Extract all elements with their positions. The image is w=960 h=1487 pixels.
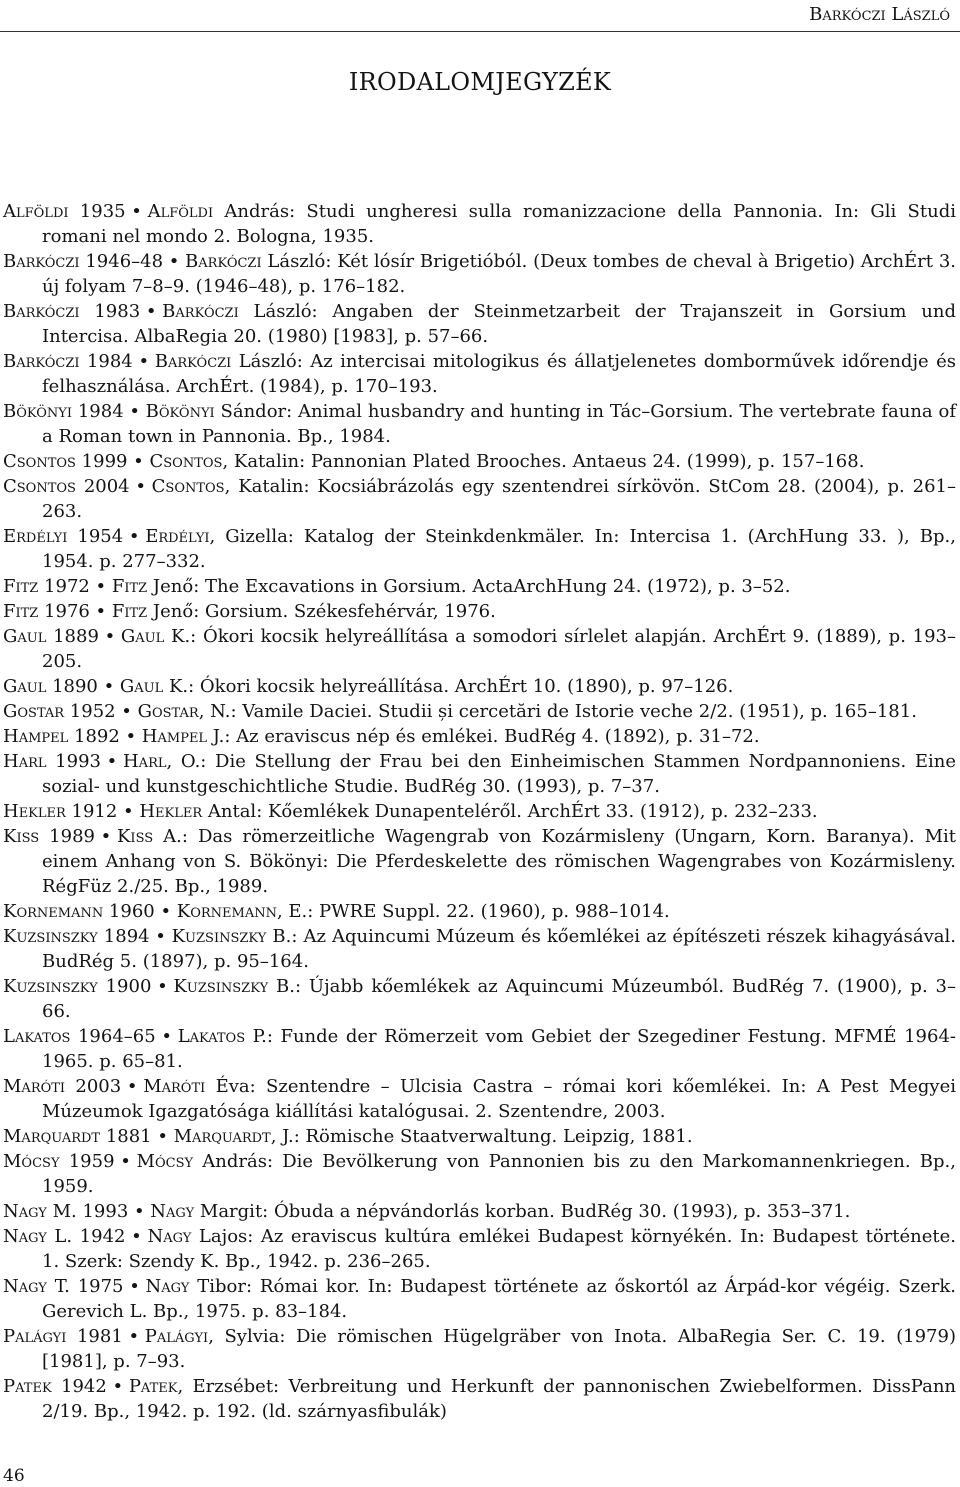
reference-text: K.: Ókori kocsik helyreállítása a somodori sírlelet alapján. ArchÉrt 9. (1889), p. 193–205.: [42, 626, 957, 672]
bullet-icon: •: [157, 1126, 168, 1147]
reference-author: Nagy: [145, 1276, 190, 1297]
bullet-icon: •: [157, 976, 168, 997]
reference-author: Patek: [128, 1376, 178, 1397]
reference-author: Kiss: [116, 826, 154, 847]
reference-key: Kiss 1989: [3, 826, 95, 847]
reference-key: Fitz 1976: [3, 601, 90, 622]
reference-key: Nagy M. 1993: [3, 1201, 129, 1222]
reference-entry: [3, 974, 956, 1024]
reference-key: Bökönyi 1984: [3, 401, 124, 422]
header-rule: [0, 31, 960, 32]
reference-key: Hampel 1892: [3, 726, 120, 747]
bullet-icon: •: [95, 601, 107, 622]
reference-key: Hekler 1912: [3, 801, 118, 822]
bullet-icon: •: [126, 1076, 138, 1097]
bullet-icon: •: [160, 901, 172, 922]
bullet-icon: •: [106, 751, 118, 772]
reference-key: Kornemann 1960: [3, 901, 155, 922]
reference-author: Barkóczi: [162, 301, 239, 322]
reference-key: Gaul 1890: [3, 676, 98, 697]
reference-text: , E.: PWRE Suppl. 22. (1960), p. 988–1014.: [276, 901, 670, 922]
reference-text: Jenő: Gorsium. Székesfehérvár, 1976.: [147, 601, 496, 622]
reference-author: Csontos: [151, 476, 225, 497]
bullet-icon: •: [145, 301, 157, 322]
bullet-icon: •: [103, 676, 115, 697]
reference-text: Lajos: Az eraviscus kultúra emlékei Budapest környékén. In: Budapest története. 1. Szerk: Szendy K. Bp., 1942. p. 236–265.: [42, 1226, 956, 1272]
reference-author: Bökönyi: [145, 401, 215, 422]
reference-entry: [3, 1274, 956, 1324]
reference-text: J.: Az eraviscus nép és emlékei. BudRég 4. (1892), p. 31–72.: [207, 726, 760, 747]
bullet-icon: •: [120, 1151, 131, 1172]
reference-entry: [3, 449, 956, 474]
reference-text: , O.: Die Stellung der Frau bei den Einheimischen Stammen Nordpannoniens. Eine sozial- und kunstgeschichtliche Studie. BudRég 30. (1993), p. 7–37.: [42, 751, 956, 797]
reference-key: Lakatos 1964–65: [3, 1026, 156, 1047]
reference-entry: [3, 1024, 956, 1074]
reference-author: Nagy: [150, 1201, 195, 1222]
reference-author: Nagy: [147, 1226, 192, 1247]
reference-key: Kuzsinszky 1900: [3, 976, 152, 997]
bullet-icon: •: [95, 576, 107, 597]
reference-text: K.: Ókori kocsik helyreállítása. ArchÉrt 10. (1890), p. 97–126.: [163, 676, 734, 697]
reference-text: , Erzsébet: Verbreitung und Herkunft der pannonischen Zwiebelformen. DissPann 2/19. Bp., 1942. p. 192. (ld. szárnyasfibulák): [42, 1376, 956, 1422]
bullet-icon: •: [104, 626, 116, 647]
bibliography-list: [3, 199, 956, 1424]
bullet-icon: •: [123, 801, 134, 822]
bullet-icon: •: [133, 1201, 145, 1222]
reference-author: Fitz: [111, 601, 148, 622]
reference-entry: [3, 624, 956, 674]
reference-entry: [3, 674, 956, 699]
reference-author: Kuzsinszky: [171, 926, 267, 947]
running-head: [809, 4, 950, 25]
reference-author: Mócsy: [136, 1151, 194, 1172]
reference-text: Éva: Szentendre – Ulcisia Castra – római kori kőemlékei. In: A Pest Megyei Múzeumok Igazgatósága kiállítási katalógusai. 2. Szentendre, 2003.: [42, 1076, 956, 1122]
reference-text: Tibor: Római kor. In: Budapest története az őskortól az Árpád-kor végéig. Szerk. Gerevich L. Bp., 1975. p. 83–184.: [42, 1276, 957, 1322]
reference-author: Barkóczi: [154, 351, 232, 372]
reference-author: Kuzsinszky: [173, 976, 269, 997]
reference-key: Patek 1942: [3, 1376, 107, 1397]
bullet-icon: •: [128, 1326, 140, 1347]
reference-author: Fitz: [111, 576, 148, 597]
bullet-icon: •: [128, 526, 140, 547]
reference-text: András: Die Bevölkerung von Pannonien bis zu den Markomannenkriegen. Bp., 1959.: [42, 1151, 957, 1197]
reference-entry: [3, 1124, 956, 1149]
bullet-icon: •: [161, 1026, 172, 1047]
reference-author: Alföldi: [147, 201, 214, 222]
bullet-icon: •: [100, 826, 112, 847]
reference-text: Antal: Kőemlékek Dunapenteléről. ArchÉrt 33. (1912), p. 232–233.: [202, 801, 818, 822]
reference-key: Nagy T. 1975: [3, 1276, 124, 1297]
bullet-icon: •: [112, 1376, 124, 1397]
reference-author: Erdélyi: [145, 526, 210, 547]
reference-entry: [3, 1149, 956, 1199]
bullet-icon: •: [129, 1276, 140, 1297]
bullet-icon: •: [121, 701, 132, 722]
reference-author: Kornemann: [176, 901, 277, 922]
reference-author: Lakatos: [177, 1026, 246, 1047]
reference-entry: [3, 574, 956, 599]
reference-entry: [3, 724, 956, 749]
reference-entry: [3, 199, 956, 249]
reference-entry: [3, 524, 956, 574]
reference-text: , Gizella: Katalog der Steinkdenkmäler. In: Intercisa 1. (ArchHung 33. ), Bp., 1954. p. 277–332.: [42, 526, 956, 572]
reference-key: Maróti 2003: [3, 1076, 122, 1097]
reference-text: B.: Az Aquincumi Múzeum és kőemlékei az építészeti részek kihagyásával. BudRég 5. (1897), p. 95–164.: [42, 926, 956, 972]
reference-entry: [3, 924, 956, 974]
reference-author: Gaul: [120, 626, 165, 647]
reference-author: Marquardt: [173, 1126, 271, 1147]
reference-text: Sándor: Animal husbandry and hunting in Tác–Gorsium. The vertebrate fauna of a Roman town in Pannonia. Bp., 1984.: [42, 401, 956, 447]
reference-key: Palágyi 1981: [3, 1326, 123, 1347]
reference-entry: [3, 474, 956, 524]
reference-key: Fitz 1972: [3, 576, 90, 597]
reference-key: Barkóczi 1983: [3, 301, 141, 322]
reference-text: , Katalin: Pannonian Plated Brooches. Antaeus 24. (1999), p. 157–168.: [222, 451, 865, 472]
reference-key: Barkóczi 1984: [3, 351, 133, 372]
reference-author: Maróti: [143, 1076, 206, 1097]
reference-entry: [3, 1224, 956, 1274]
reference-key: Csontos 1999: [3, 451, 128, 472]
bullet-icon: •: [155, 926, 166, 947]
page-number: 46: [3, 1466, 25, 1486]
reference-entry: [3, 799, 956, 824]
reference-entry: [3, 824, 956, 899]
reference-entry: [3, 599, 956, 624]
reference-text: A.: Das römerzeitliche Wagengrab von Kozármisleny (Ungarn, Korn. Baranya). Mit einem Anhang von S. Bökönyi: Die Pferdeskelette des römischen Wagengrabes von Kozármisleny. RégFüz 2./25. Bp., 1989.: [42, 826, 956, 897]
reference-author: Gaul: [119, 676, 164, 697]
reference-author: Hampel: [141, 726, 208, 747]
reference-entry: [3, 1374, 956, 1424]
page-title: IRODALOMJEGYZÉK: [348, 68, 612, 96]
bullet-icon: •: [133, 451, 144, 472]
reference-text: B.: Újabb kőemlékek az Aquincumi Múzeumból. BudRég 7. (1900), p. 3–66.: [42, 976, 957, 1022]
reference-author: Palágyi: [144, 1326, 209, 1347]
reference-key: Alföldi 1935: [3, 201, 126, 222]
reference-text: Margit: Óbuda a népvándorlás korban. BudRég 30. (1993), p. 353–371.: [194, 1201, 851, 1222]
reference-text: , Katalin: Kocsiábrázolás egy szentendrei sírkövön. StCom 28. (2004), p. 261–263.: [42, 476, 956, 522]
reference-key: Marquardt 1881: [3, 1126, 152, 1147]
reference-key: Kuzsinszky 1894: [3, 926, 150, 947]
bullet-icon: •: [131, 201, 142, 222]
running-head-text: Barkóczi László: [809, 4, 950, 25]
reference-key: Barkóczi 1946–48: [3, 251, 164, 272]
reference-text: , Sylvia: Die römischen Hügelgräber von Inota. AlbaRegia Ser. C. 19. (1979) [1981], p. 7–93.: [42, 1326, 956, 1372]
bullet-icon: •: [168, 251, 180, 272]
bullet-icon: •: [138, 351, 150, 372]
reference-text: András: Studi ungheresi sulla romanizzacione della Pannonia. In: Gli Studi romani nel mondo 2. Bologna, 1935.: [42, 201, 956, 247]
reference-entry: [3, 699, 956, 724]
reference-author: Gostar: [137, 701, 199, 722]
reference-entry: [3, 299, 956, 349]
reference-key: Erdélyi 1954: [3, 526, 124, 547]
reference-author: Csontos: [149, 451, 223, 472]
reference-entry: [3, 1324, 956, 1374]
reference-key: Gostar 1952: [3, 701, 116, 722]
reference-entry: [3, 749, 956, 799]
bullet-icon: •: [125, 726, 137, 747]
reference-text: László: Két lósír Brigetióból. (Deux tombes de cheval à Brigetio) ArchÉrt 3. új folyam 7–8–9. (1946–48), p. 176–182.: [42, 251, 956, 297]
reference-text: László: Az intercisai mitologikus és állatjelenetes domborművek időrendje és felhasználása. ArchÉrt. (1984), p. 170–193.: [42, 351, 956, 397]
reference-author: Hekler: [139, 801, 203, 822]
reference-entry: [3, 399, 956, 449]
reference-key: Gaul 1889: [3, 626, 99, 647]
bullet-icon: •: [129, 401, 140, 422]
reference-text: P.: Funde der Römerzeit vom Gebiet der Szegediner Festung. MFMÉ 1964-1965. p. 65–81.: [42, 1026, 956, 1072]
reference-key: Nagy L. 1942: [3, 1226, 126, 1247]
reference-author: Barkóczi: [185, 251, 262, 272]
reference-entry: [3, 1074, 956, 1124]
reference-key: Csontos 2004: [3, 476, 130, 497]
reference-entry: [3, 899, 956, 924]
bullet-icon: •: [131, 1226, 142, 1247]
reference-key: Mócsy 1959: [3, 1151, 115, 1172]
reference-entry: [3, 349, 956, 399]
bullet-icon: •: [135, 476, 146, 497]
reference-key: Harl 1993: [3, 751, 101, 772]
reference-entry: [3, 1199, 956, 1224]
reference-text: , J.: Römische Staatverwaltung. Leipzig, 1881.: [270, 1126, 693, 1147]
reference-entry: [3, 249, 956, 299]
reference-text: , N.: Vamile Daciei. Studii și cercetări de Istorie veche 2/2. (1951), p. 165–181.: [198, 701, 917, 722]
reference-text: Jenő: The Excavations in Gorsium. ActaArchHung 24. (1972), p. 3–52.: [147, 576, 791, 597]
reference-text: László: Angaben der Steinmetzarbeit der Trajanszeit in Gorsium und Intercisa. AlbaRegia 20. (1980) [1983], p. 57–66.: [42, 301, 956, 347]
reference-author: Harl: [122, 751, 167, 772]
